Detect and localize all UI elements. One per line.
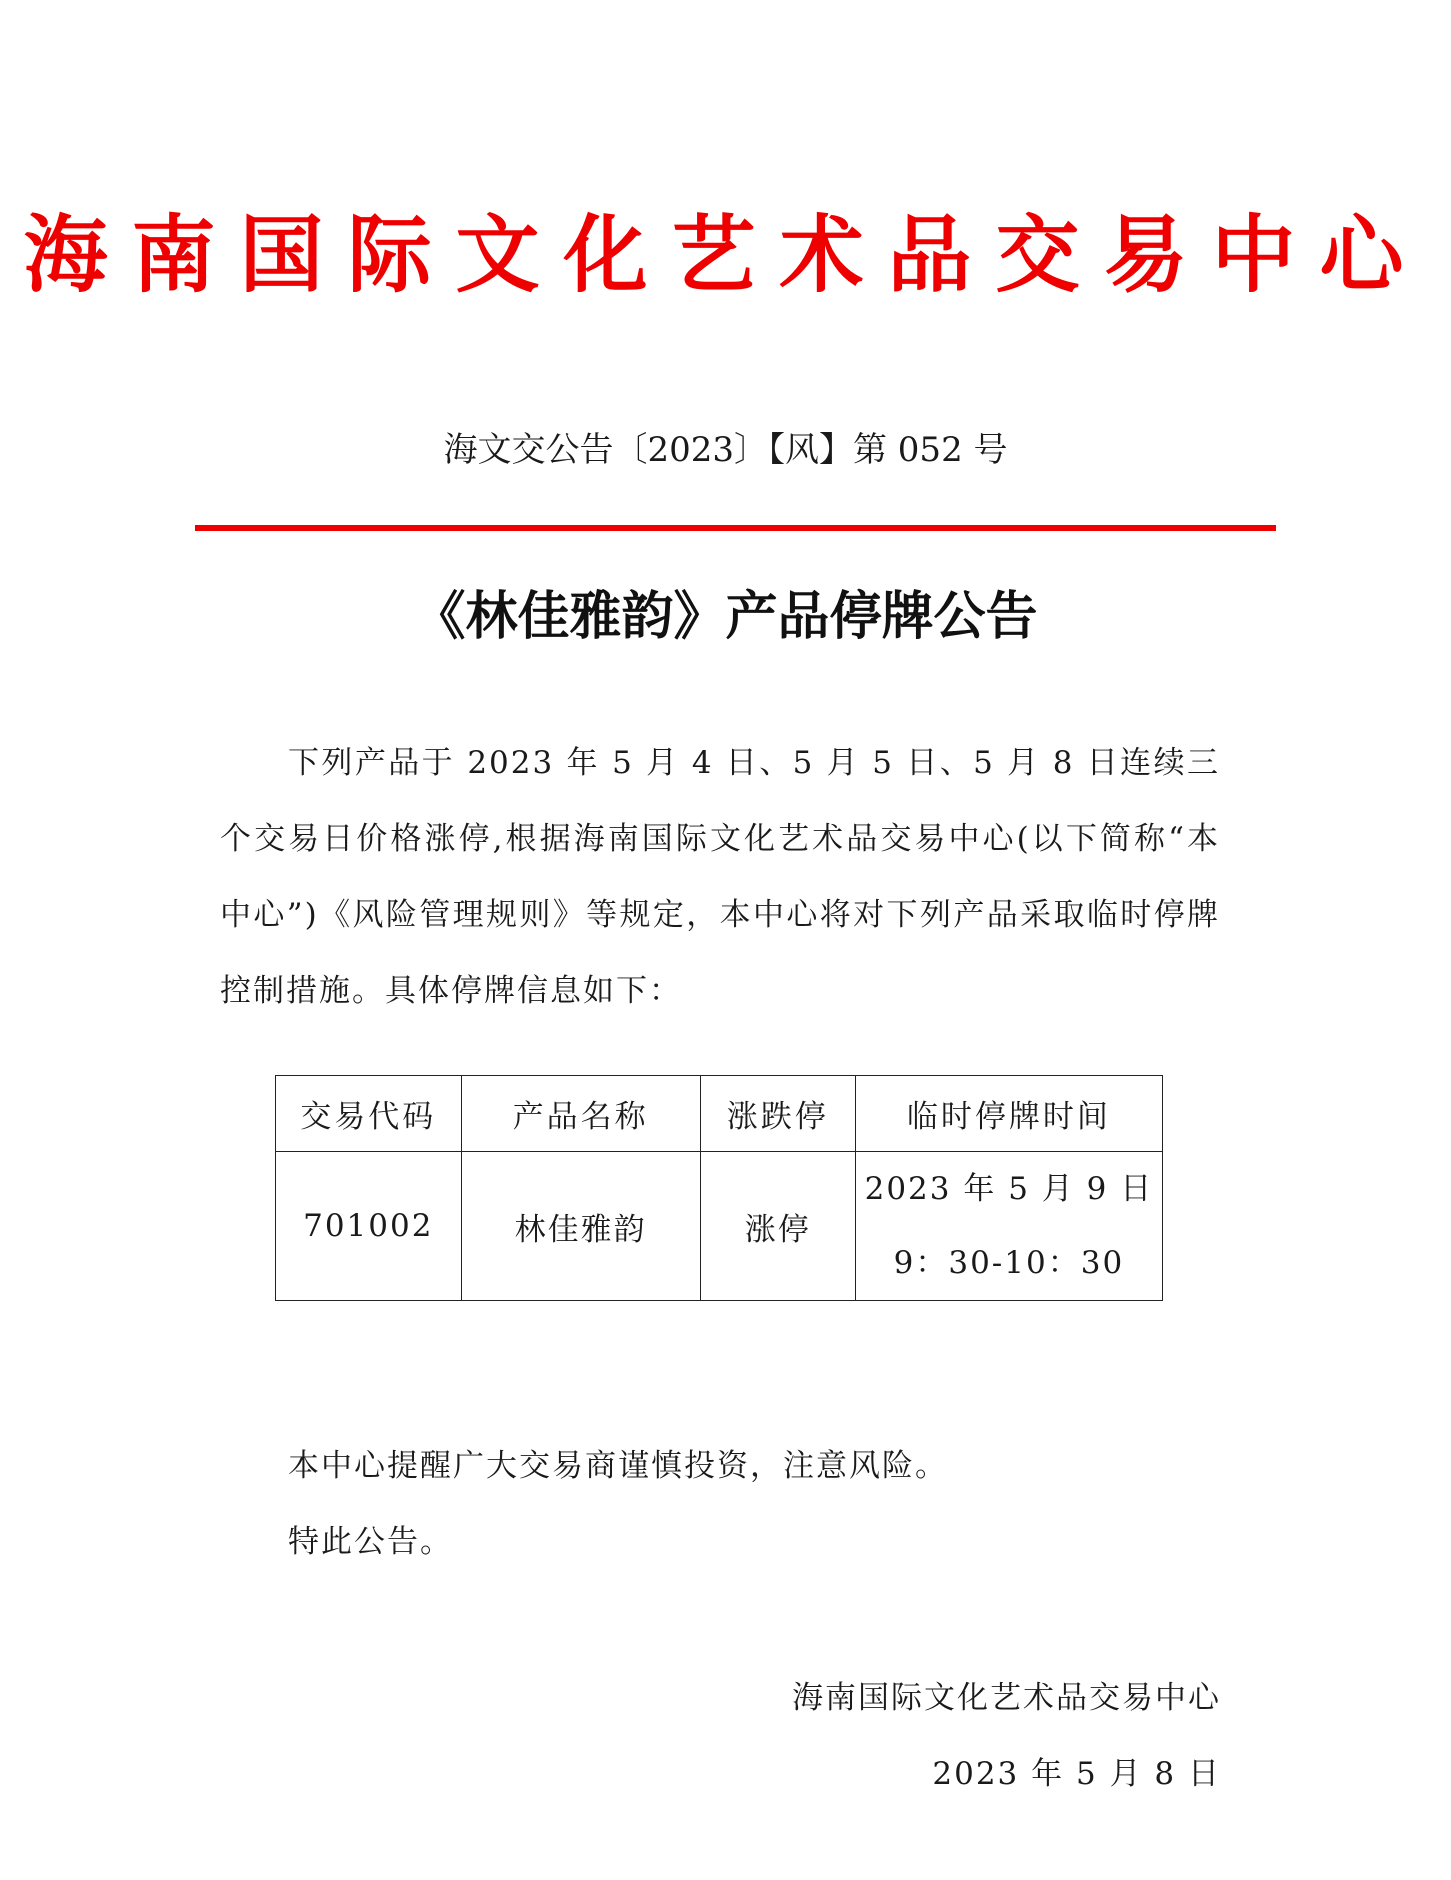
table-header-row xyxy=(276,1076,1163,1152)
signature-date: 2023 年 5 月 8 日 xyxy=(932,1756,1221,1792)
cell-limit: 涨停 xyxy=(700,1152,855,1301)
org-masthead: 海南国际文化艺术品交易中心 xyxy=(23,206,1428,304)
signature-org: 海南国际文化艺术品交易中心 xyxy=(792,1680,1221,1716)
header-trade-code: 交易代码 xyxy=(276,1076,462,1152)
suspension-table xyxy=(275,1075,1163,1301)
announcement-title: 《林佳雅韵》产品停牌公告 xyxy=(413,587,1038,647)
suspension-date: 2023 年 5 月 9 日 xyxy=(864,1171,1154,1207)
cell-product-name: 林佳雅韵 xyxy=(461,1152,700,1301)
hereby-announce: 特此公告。 xyxy=(288,1524,453,1560)
header-product-name: 产品名称 xyxy=(461,1076,700,1152)
suspension-time-range: 9：30-10：30 xyxy=(893,1245,1125,1281)
cell-trade-code: 701002 xyxy=(276,1152,462,1301)
header-limit: 涨跌停 xyxy=(700,1076,855,1152)
header-suspension-time: 临时停牌时间 xyxy=(855,1076,1162,1152)
cell-suspension-time xyxy=(855,1152,1162,1301)
risk-reminder: 本中心提醒广大交易商谨慎投资，注意风险。 xyxy=(288,1448,948,1484)
body-paragraph: 下列产品于 2023 年 5 月 4 日、5 月 5 日、5 月 8 日连续三个交易日价格涨停,根据海南国际文化艺术品交易中心(以下简称“本中心”)《风险管理规则》等规定，本中心将对下列产品采取临时停牌控制措施。具体停牌信息如下： xyxy=(220,745,1220,1009)
red-divider-line xyxy=(195,525,1276,531)
document-number: 海文交公告〔2023〕【风】第 052 号 xyxy=(443,430,1008,470)
table-row xyxy=(276,1152,1163,1301)
